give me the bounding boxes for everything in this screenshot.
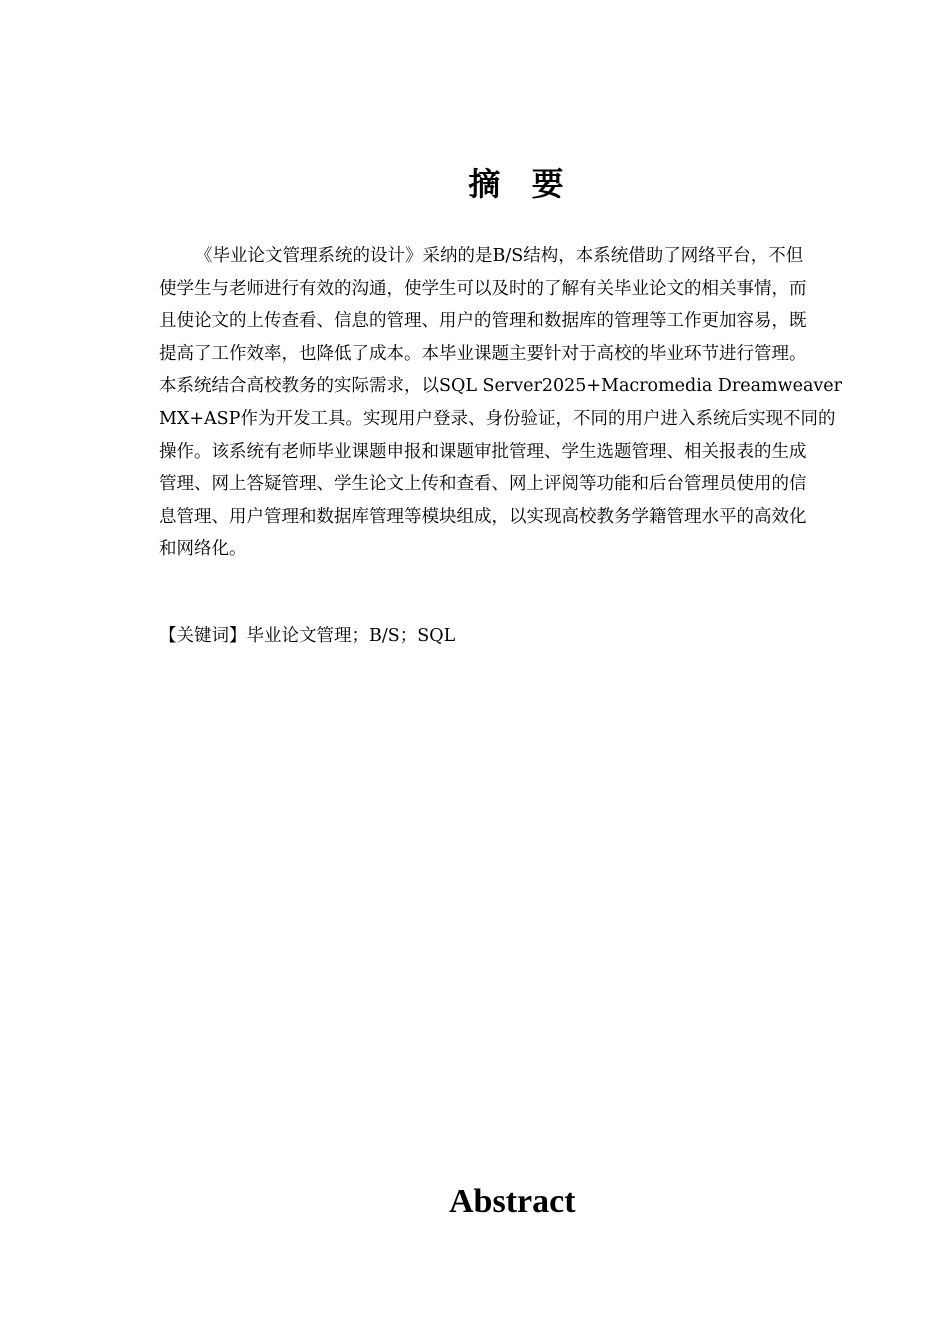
abstract-line: 息管理、用户管理和数据库管理等模块组成，以实现高校教务学籍管理水平的高效化 — [159, 506, 807, 527]
abstract-line: 本系统结合高校教务的实际需求，以SQL Server2025+Macromedia Dreamweaver — [159, 376, 842, 397]
abstract-line: MX+ASP作为开发工具。实现用户登录、身份验证，不同的用户进入系统后实现不同的 — [159, 408, 836, 429]
page-title: 摘 要 — [468, 165, 574, 203]
abstract-line: 提高了工作效率，也降低了成本。本毕业课题主要针对于高校的毕业环节进行管理。 — [159, 343, 807, 364]
english-abstract-title: Abstract — [449, 1183, 576, 1220]
abstract-line: 且使论文的上传查看、信息的管理、用户的管理和数据库的管理等工作更加容易，既 — [159, 311, 807, 332]
abstract-line: 管理、网上答疑管理、学生论文上传和查看、网上评阅等功能和后台管理员使用的信 — [159, 474, 807, 495]
abstract-line: 《毕业论文管理系统的设计》采纳的是B/S结构，本系统借助了网络平台，不但 — [195, 246, 804, 266]
abstract-line: 使学生与老师进行有效的沟通，使学生可以及时的了解有关毕业论文的相关事情，而 — [159, 278, 807, 299]
abstract-body — [159, 240, 871, 566]
keywords-line: 【关键词】毕业论文管理；B/S；SQL — [159, 626, 456, 646]
abstract-line: 操作。该系统有老师毕业课题申报和课题审批管理、学生选题管理、相关报表的生成 — [159, 441, 807, 462]
abstract-line: 和网络化。 — [159, 539, 247, 560]
